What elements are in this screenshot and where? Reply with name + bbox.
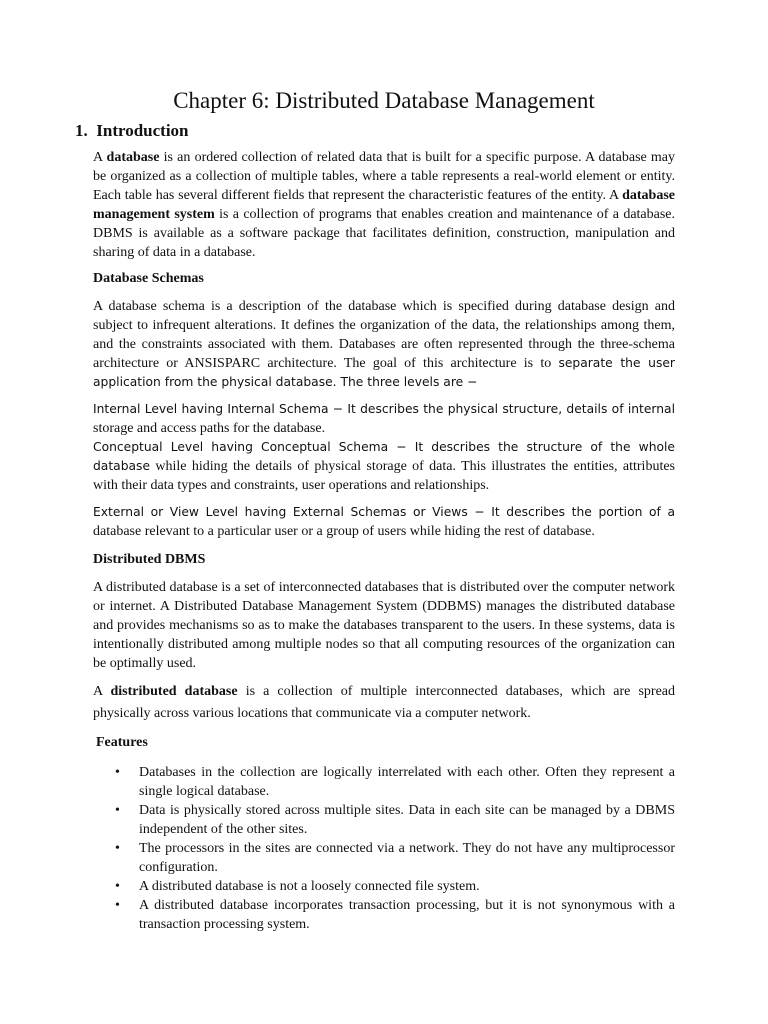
schemas-heading: Database Schemas — [93, 271, 204, 286]
intro-text-1: A — [93, 150, 103, 165]
ddbms-heading: Distributed DBMS — [93, 552, 206, 567]
list-item: • A distributed database is not a loosely connected file system. — [115, 877, 675, 896]
schemas-text: A database schema is a description of the database which is specified during database design and subject to infrequent alterations. It defines the organization of the data, the relationships among them, and the constraints associated with them. Databases are often represented through the three-schema architecture or ANSISPARC architecture. The goal of this architecture is to — [93, 299, 675, 371]
external-level-lead: External or View Level having External Schemas or Views − It describes the portion of a — [93, 505, 675, 519]
section-title: Introduction — [96, 121, 189, 140]
ddbms-def-term: distributed database — [110, 684, 238, 699]
internal-level-paragraph — [93, 400, 675, 438]
chapter-title: Chapter 6: Distributed Database Management — [173, 88, 595, 113]
list-item: • Databases in the collection are logically interrelated with each other. Often they represent a single logical database. — [115, 763, 675, 801]
intro-term-database: database — [106, 150, 160, 165]
schemas-text-tail: separate the user application from the physical database. The three levels are − — [93, 356, 675, 389]
ddbms-paragraph: A distributed database is a set of interconnected databases that is distributed over the computer network or internet. A Distributed Database Management System (DDBMS) manages the distributed database and provides mechanisms so as to make the databases transparent to the users. In these systems, data is intentionally distributed among multiple nodes so that all computing resources of the organization can be optimally used. — [93, 580, 675, 671]
intro-term-dbms: database management system — [93, 188, 675, 222]
section-heading — [75, 120, 189, 142]
internal-level-lead: Internal Level having Internal Schema − It describes the physical structure, details of internal — [93, 402, 675, 416]
intro-paragraph — [93, 148, 675, 262]
conceptual-level-tail: while hiding the details of physical storage of data. This illustrates the entities, attributes with their data types and constraints, user operations and relationships. — [93, 459, 675, 493]
ddbms-def-post: is a collection of multiple interconnected databases, which are spread physically across various locations that communicate via a computer network. — [93, 684, 676, 721]
internal-level-tail: storage and access paths for the database. — [93, 421, 326, 436]
intro-text-2: is an ordered collection of related data that is built for a specific purpose. A database may be organized as a collection of multiple tables, where a table represents a real-world element or entity. Each table has several different fields that represent the characteristic features of the entity. A — [93, 150, 676, 203]
list-item: • Data is physically stored across multiple sites. Data in each site can be managed by a DBMS independent of the other sites. — [115, 801, 675, 839]
conceptual-level-lead: Conceptual Level having Conceptual Schema − It describes the structure of the whole database — [93, 440, 675, 473]
external-level-paragraph — [93, 503, 675, 541]
list-item: • The processors in the sites are connected via a network. They do not have any multiprocessor configuration. — [115, 839, 675, 877]
features-list — [115, 763, 675, 934]
list-item: • A distributed database incorporates transaction processing, but it is not synonymous with a transaction processing system. — [115, 896, 675, 934]
features-heading: Features — [96, 735, 148, 750]
schemas-paragraph — [93, 297, 675, 392]
section-number: 1. — [75, 121, 88, 140]
ddbms-definition — [93, 681, 675, 725]
intro-text-3: is a collection of programs that enables creation and maintenance of a database. DBMS is available as a software package that facilitates definition, construction, manipulation and sharing of data in a database. — [93, 207, 676, 260]
ddbms-def-pre: A — [93, 684, 103, 699]
conceptual-level-paragraph — [93, 438, 675, 495]
external-level-tail: database relevant to a particular user or a group of users while hiding the rest of database. — [93, 524, 595, 539]
